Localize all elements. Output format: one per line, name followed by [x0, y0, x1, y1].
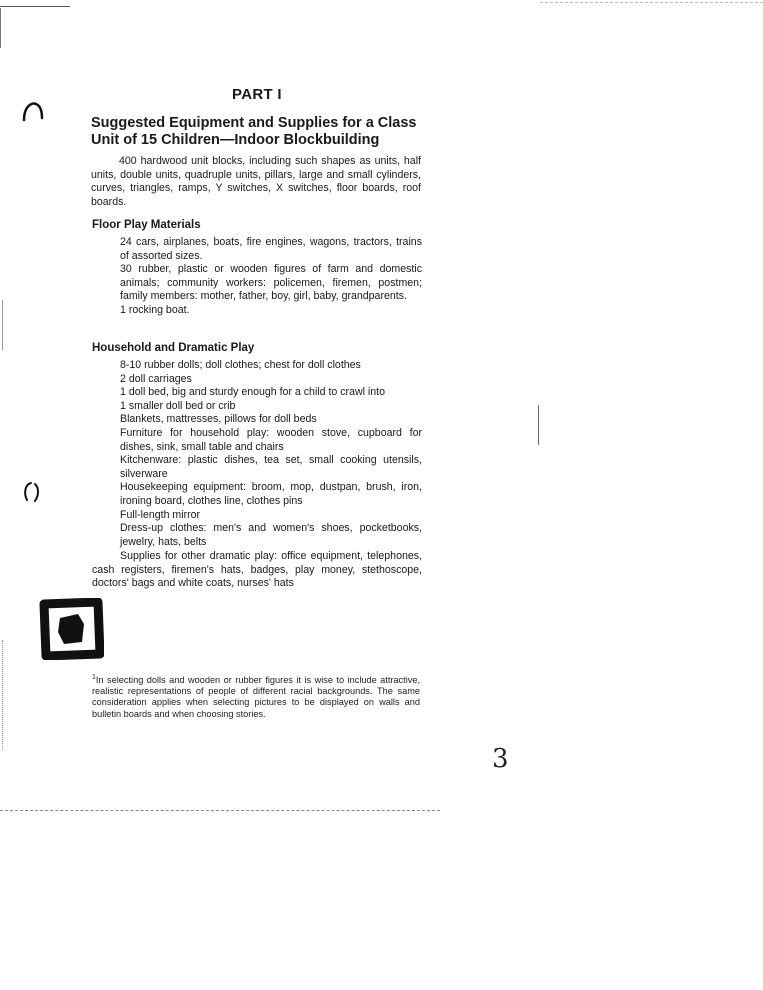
part-title: PART I [232, 86, 282, 103]
page-title [91, 115, 451, 149]
scan-margin-left-lower [2, 640, 4, 750]
binder-hole-mark-icon [20, 100, 46, 122]
list-item: 1 smaller doll bed or crib [120, 399, 236, 412]
dramatic-play-supplies-paragraph: Supplies for other dramatic play: office equipment, telephones, cash registers, firemen's hats, badges, play money, stethoscope, doctors' bags and white coats, nurses' hats [92, 550, 422, 590]
ink-stamp-mark [38, 598, 104, 660]
household-heading: Household and Dramatic Play [92, 342, 255, 354]
scan-edge-line [0, 6, 70, 7]
list-item: 30 rubber, plastic or wooden figures of farm and domestic animals; community workers: policemen, firemen, postmen; family members: mother, father, boy, girl, baby, grandparents. [120, 263, 422, 303]
page-number: 3 [492, 744, 509, 774]
list-item: Housekeeping equipment: broom, mop, dustpan, brush, iron, ironing board, clothes line, clothes pins [120, 481, 422, 507]
scan-bottom-line [0, 810, 440, 811]
footnote [92, 672, 420, 720]
footnote-marker: 1 [92, 674, 96, 681]
list-item: 24 cars, airplanes, boats, fire engines, wagons, tractors, trains of assorted sizes. [120, 236, 422, 262]
floor-play-heading: Floor Play Materials [92, 219, 201, 231]
list-item: Blankets, mattresses, pillows for doll beds [120, 413, 317, 426]
scan-edge-right [540, 2, 763, 3]
floor-play-list [120, 236, 422, 318]
list-item: Furniture for household play: wooden stove, cupboard for dishes, sink, small table and chairs [120, 426, 422, 453]
page-title-line2: Unit of 15 Children—Indoor Blockbuilding [91, 132, 380, 148]
intro-paragraph: 400 hardwood unit blocks, including such shapes as units, half units, double units, quadruple units, pillars, large and small cylinders, curves, triangles, ramps, Y switches, X switches, floor boards, roof boards. [91, 155, 421, 208]
scan-edge-left [0, 8, 1, 48]
scan-margin-right [538, 405, 539, 445]
list-item: 2 doll carriages [120, 372, 192, 385]
binder-hole-mark-icon [20, 480, 44, 504]
page-title-line1: Suggested Equipment and Supplies for a Class [91, 115, 417, 131]
list-item: 8-10 rubber dolls; doll clothes; chest for doll clothes [120, 359, 361, 371]
list-item: 1 rocking boat. [120, 303, 190, 316]
household-list [120, 359, 422, 549]
list-item: 1 doll bed, big and sturdy enough for a child to crawl into [120, 386, 386, 399]
scan-margin-left [2, 300, 3, 350]
list-item: Kitchenware: plastic dishes, tea set, small cooking utensils, silverware [120, 454, 422, 480]
list-item: Full-length mirror [120, 508, 201, 521]
footnote-text: In selecting dolls and wooden or rubber figures it is wise to include attractive, realistic representations of people of different racial backgrounds. The same consideration applies when selecting pictures to be displayed on walls and bulletin boards and when choosing stories. [92, 675, 420, 719]
list-item: Dress-up clothes: men's and women's shoes, pocketbooks, jewelry, hats, belts [120, 522, 422, 548]
